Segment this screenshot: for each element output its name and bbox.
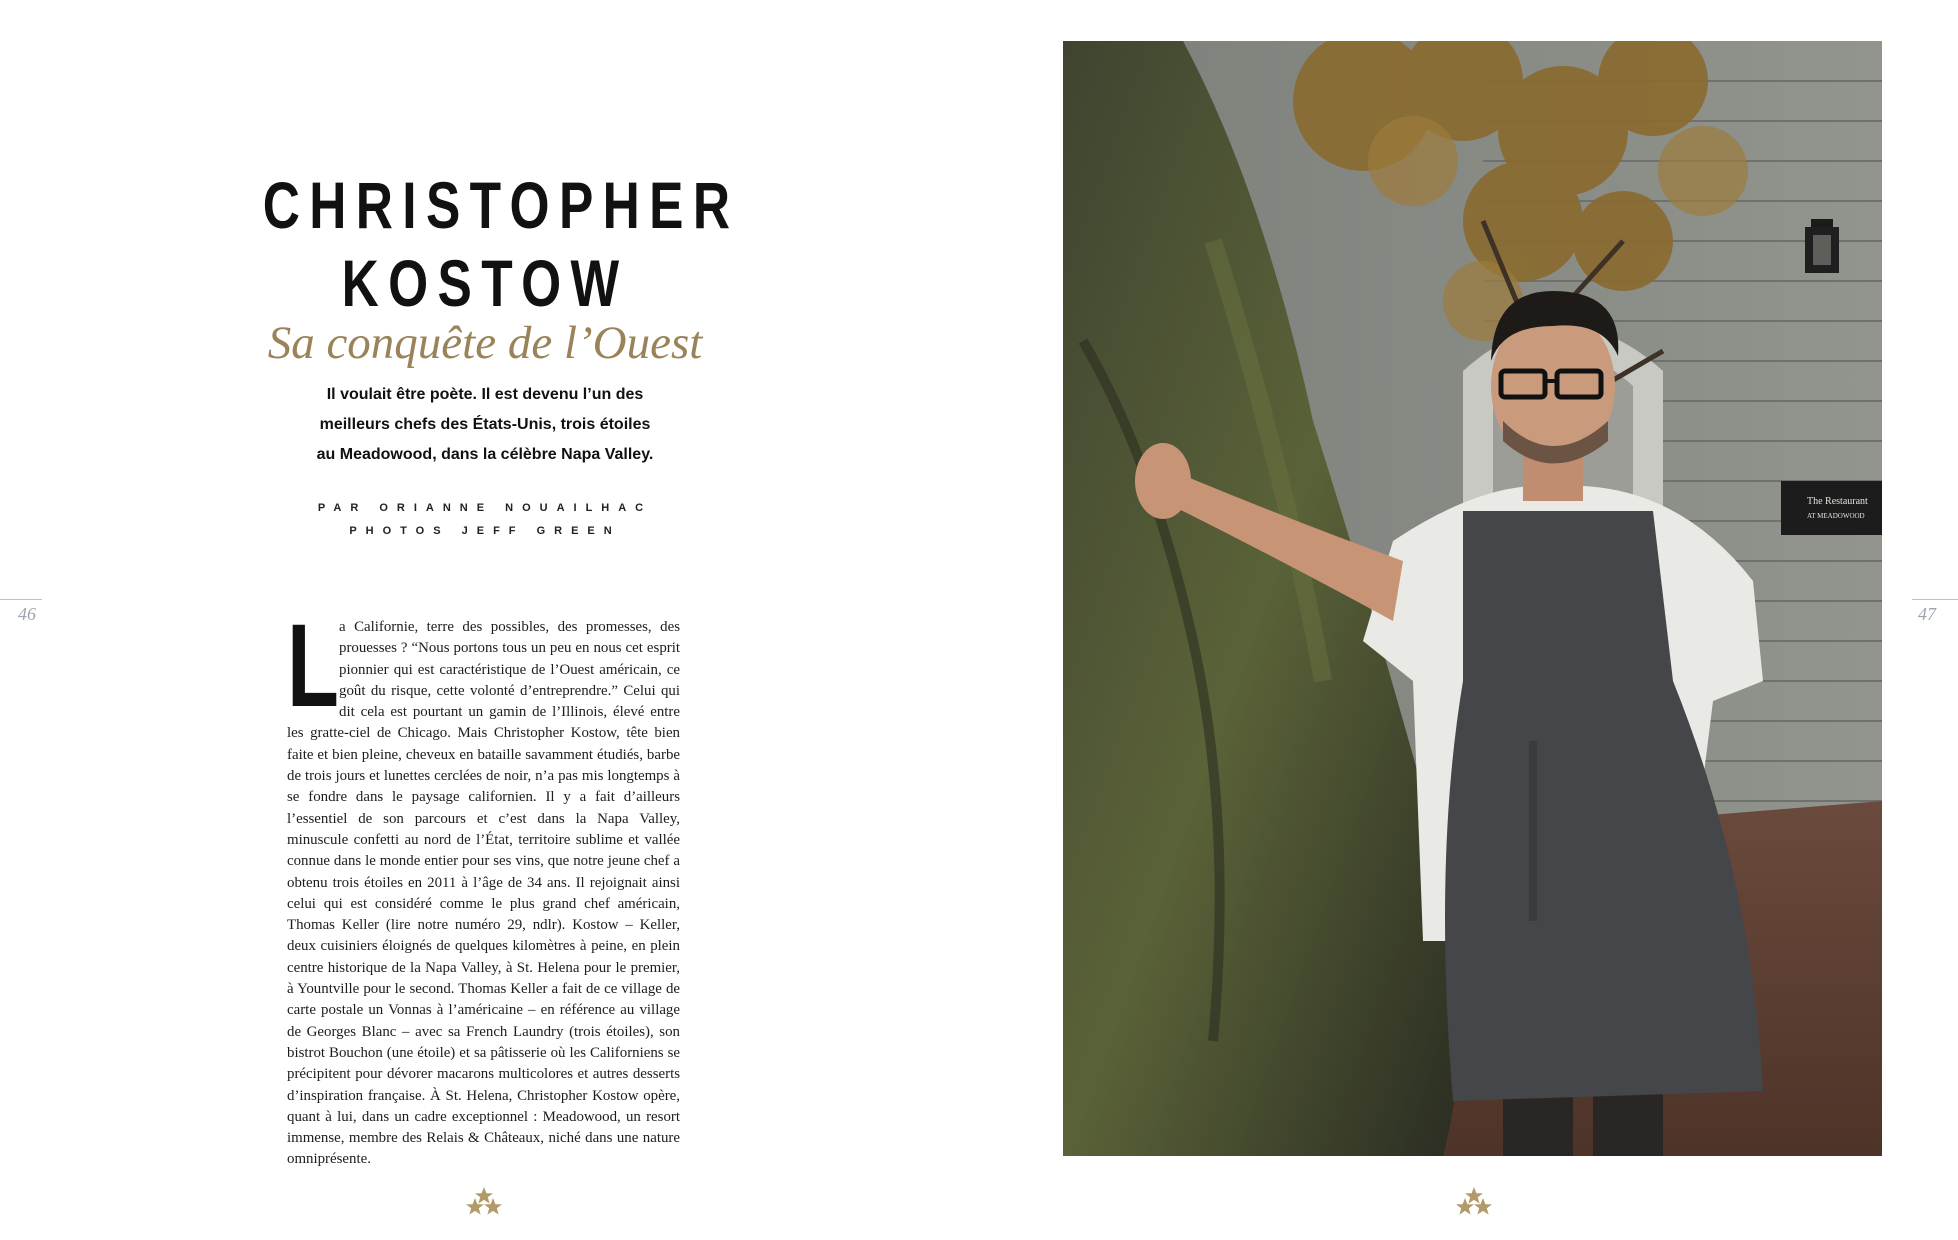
folio-rule-left (0, 599, 42, 600)
drop-cap: L (287, 600, 339, 732)
deck (300, 380, 670, 470)
folio-rule-right (1912, 599, 1958, 600)
headline-line-1: CHRISTOPHER (262, 168, 740, 242)
deck-line: meilleurs chefs des États-Unis, trois étoiles (319, 416, 651, 433)
headline-line-2: KOSTOW (341, 246, 629, 320)
sign-text-line-2: AT MEADOWOOD (1807, 512, 1865, 520)
subtitle: Sa conquête de l’Ouest (267, 317, 703, 369)
article-text: a Californie, terre des possibles, des promesses, des prouesses ? “Nous portons tous un peu en nous cet esprit pionnier qui est caractéristique de l’Ouest américain, ce goût du risque, cette volonté d’entreprendre.” Celui qui dit cela est pourtant un gamin de l’Illinois, élevé entre les gratte-ciel de Chicago. Mais Christopher Kostow, tête bien faite et bien pleine, cheveux en bataille savamment étudiés, barbe de trois jours et lunettes cerclées de noir, n’a pas mis longtemps à se fondre dans le paysage californien. Il y a fait d’ailleurs l’essentiel de son parcours et c’est dans la Napa Valley, minuscule confetti au nord de l’État, territoire sublime et vallée connue dans le monde entier pour ses vins, que notre jeune chef a obtenu trois étoiles en 2011 à l’âge de 34 ans. Il rejoignait ainsi celui qui est considéré comme le plus grand chef américain, Thomas Keller (lire notre numéro 29, ndlr). Kostow – Keller, deux cuisiniers éloignés de quelques kilomètres à peine, en plein centre historique de la Napa Valley, à St. Helena pour le premier, à Yountville pour le second. Thomas Keller a fait de ce village de carte postale un Vonnas à l’américaine – en référence au village de Georges Blanc – avec sa French Laundry (trois étoiles), son bistrot Bouchon (une étoile) et sa pâtisserie où les Californiens se précipitent pour dévorer macarons multicolores et autres desserts d’inspiration française. À St. Helena, Christopher Kostow opère, quant à lui, dans un cadre exceptionnel : Meadowood, un resort immense, membre des Relais & Châteaux, niché dans une nature omniprésente. (287, 619, 680, 1168)
photo-credit: PHOTOS JEFF GREEN (349, 525, 621, 537)
sign-text-line-1: The Restaurant (1807, 496, 1868, 507)
three-stars-icon (464, 1186, 504, 1216)
byline: PAR ORIANNE NOUAILHAC (317, 502, 653, 514)
deck-line: Il voulait être poète. Il est devenu l’un des (326, 386, 644, 403)
page-number-right: 47 (1918, 604, 1936, 624)
deck-line: au Meadowood, dans la célèbre Napa Valley. (316, 446, 654, 463)
page-number-left: 46 (18, 604, 36, 624)
article-body (287, 600, 680, 1171)
chef-portrait-photo (1063, 41, 1882, 1156)
three-stars-icon (1454, 1186, 1494, 1216)
